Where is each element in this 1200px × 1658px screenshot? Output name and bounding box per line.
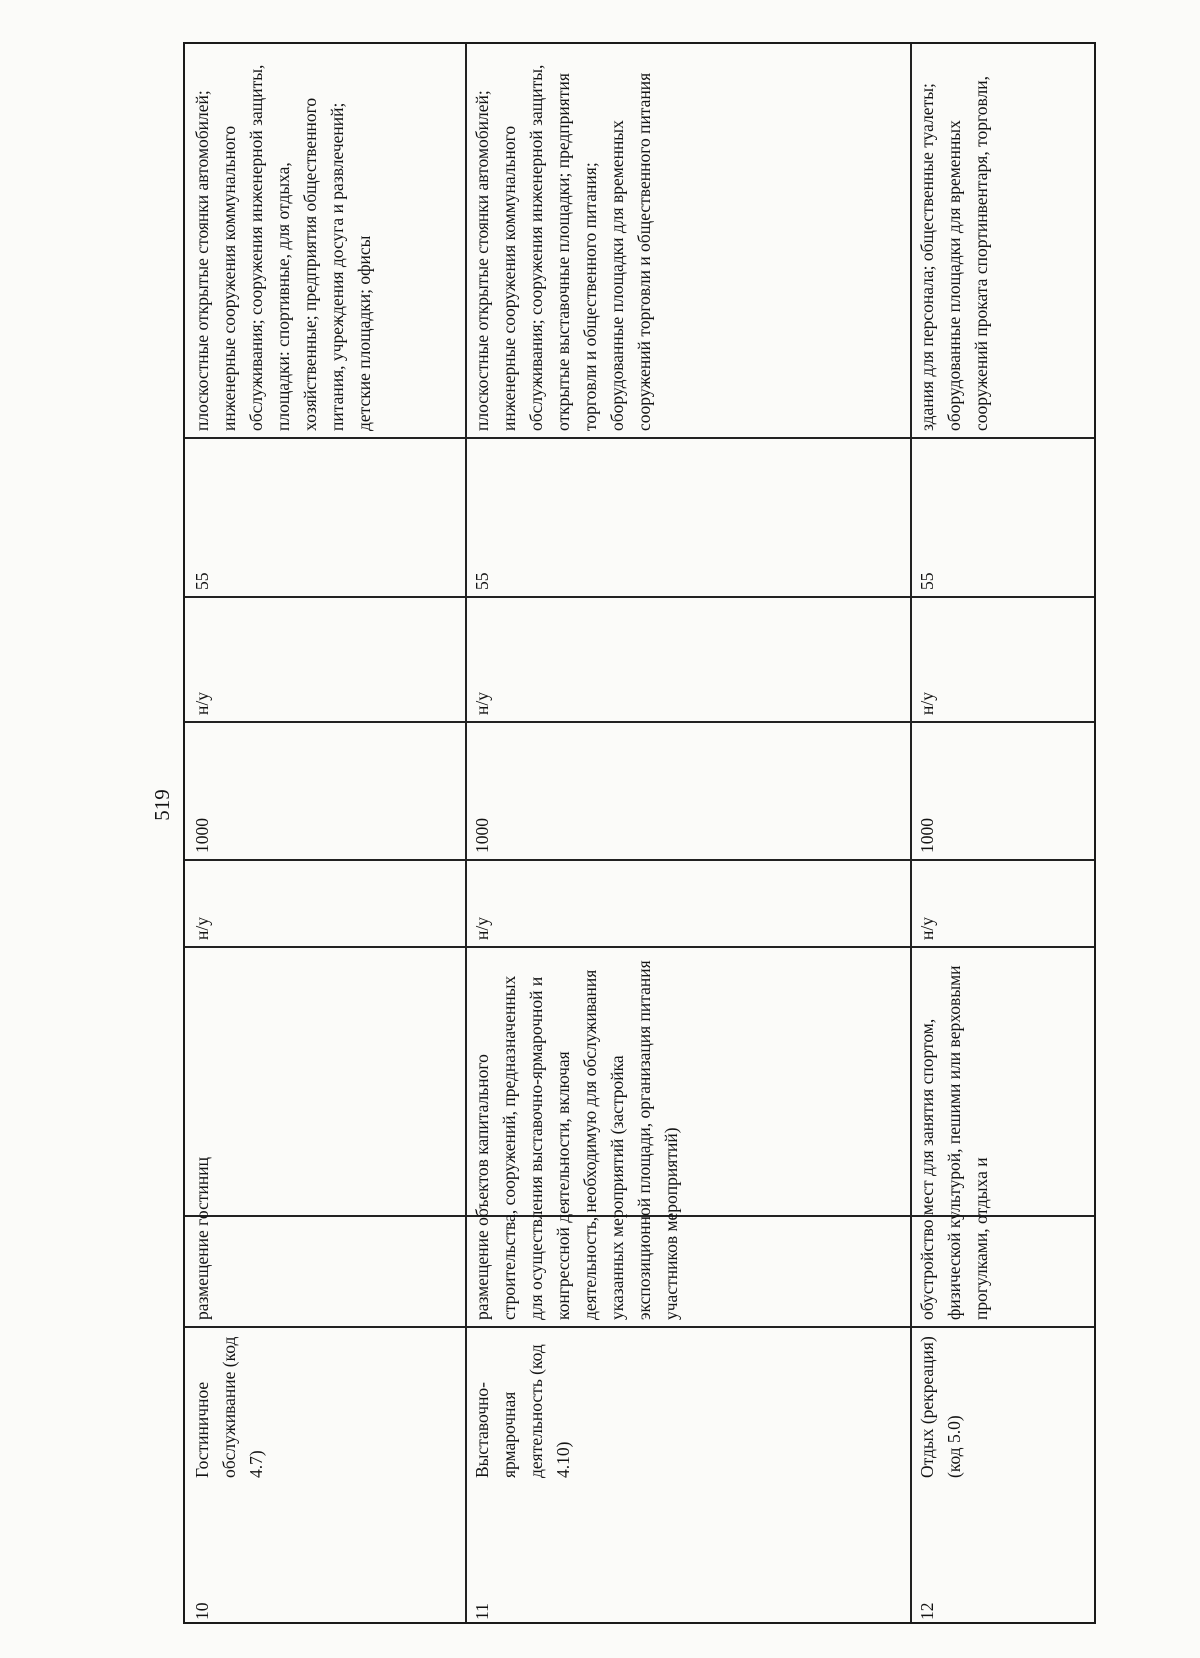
row-11-description: размещение объектов капитального строительства, сооружений, предназначенных для осуществления выставочно-ярмарочной и конгрессной деятельности, включая деятельность, необходимую для обслуживания указанных мероприятий (застройка экспозиционной площади, организация питания участников мероприятий) <box>472 960 681 1320</box>
row-10-value-1: н/у <box>192 917 212 940</box>
row-12-value-3: н/у <box>917 692 937 715</box>
row-12-value-2: 1000 <box>917 818 937 853</box>
row-11-value-1: н/у <box>472 917 492 940</box>
row-11-value-4: 55 <box>472 572 492 590</box>
column-divider <box>185 859 1094 861</box>
row-11-objects: плоскостные открытые стоянки автомобилей; инженерные сооружения коммунального обслуживания; сооружения инженерной защиты, открытые выставочные площадки; предприятия торговли и общественного питания; оборудованные площадки для временных сооружений торговли и общественного питания <box>472 64 654 431</box>
row-10-value-4: 55 <box>192 572 212 590</box>
row-12-description: обустройство мест для занятия спортом, физической культурой, пешими или верховыми прогулками, отдыха и <box>917 965 991 1320</box>
row-10-name: Гостиничное обслуживание (код 4.7) <box>192 1336 266 1478</box>
row-11-number: 11 <box>472 1603 492 1620</box>
column-divider <box>185 437 1094 439</box>
row-11-value-2: 1000 <box>472 818 492 853</box>
row-12-number: 12 <box>917 1602 937 1620</box>
page-number: 519 <box>150 789 174 821</box>
column-divider <box>185 596 1094 598</box>
row-10-number: 10 <box>192 1602 212 1620</box>
row-10-value-2: 1000 <box>192 818 212 853</box>
row-12-value-4: 55 <box>917 572 937 590</box>
row-12-name: Отдых (рекреация) (код 5.0) <box>917 1336 964 1478</box>
row-11-name: Выставочно-ярмарочная деятельность (код 4.10) <box>472 1344 573 1478</box>
row-11-value-3: н/у <box>472 692 492 715</box>
row-12-value-1: н/у <box>917 917 937 940</box>
row-10-objects: плоскостные открытые стоянки автомобилей; инженерные сооружения коммунального обслуживания; сооружения инженерной защиты, площадки: спортивные, для отдыха, хозяйственные; предприятия общественного питания, учреждения досуга и развлечений; детские площадки; офисы <box>192 64 374 431</box>
row-10-description: размещение гостиниц <box>192 1157 212 1320</box>
row-12-objects: здания для персонала; общественные туалеты; оборудованные площадки для временных сооружений проката спортинвентаря, торговли, <box>917 76 991 431</box>
row-10-value-3: н/у <box>192 692 212 715</box>
land-use-table <box>183 42 1096 1624</box>
column-divider <box>185 721 1094 723</box>
